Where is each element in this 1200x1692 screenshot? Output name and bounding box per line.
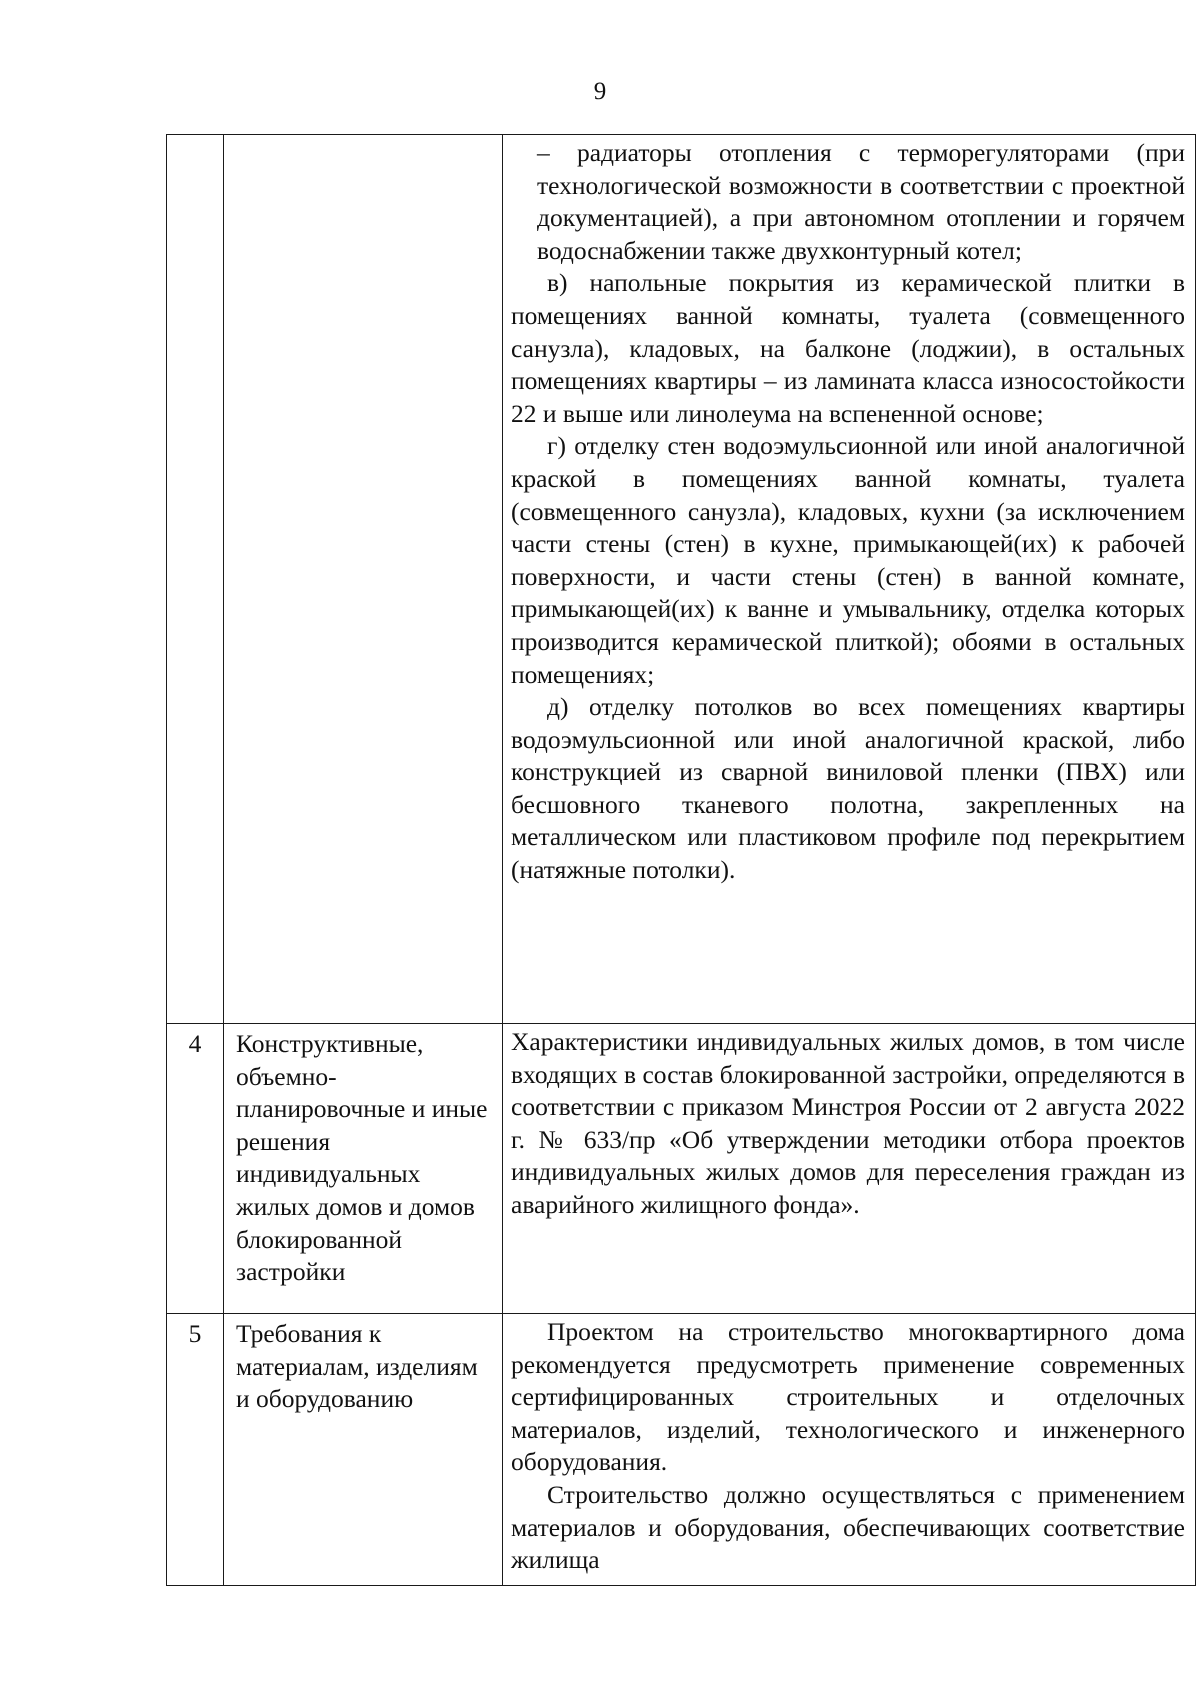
description-paragraph: Строительство должно осуществляться с применением материалов и оборудования, обеспечивающих соответствие жилища [511, 1479, 1185, 1575]
description-paragraph: д) отделку потолков во всех помещениях квартиры водоэмульсионной или иной аналогичной краской, либо конструкцией из сварной виниловой пленки (ПВХ) или бесшовного тканевого полотна, закрепленных на металлическом или пластиковом профиле под перекрытием (натяжные потолки). [511, 692, 1185, 885]
description-paragraph: – радиаторы отопления с терморегуляторами (при технологической возможности в соответствии с проектной документацией), а при автономном отоплении и горячем водоснабжении также двухконтурный котел; [537, 138, 1185, 265]
page-number: 9 [593, 78, 607, 105]
row-number-cell: 4 [167, 1024, 224, 1314]
table-row [167, 1024, 1196, 1314]
description-paragraph: Характеристики индивидуальных жилых домов, в том числе входящих в состав блокированной застройки, определяются в соответствии с приказом Минстроя России от 2 августа 2022 г. № 633/пр «Об утверждении методики отбора проектов индивидуальных жилых домов для переселения граждан из аварийного жилищного фонда». [511, 1027, 1185, 1219]
row-description-cell [503, 1024, 1196, 1314]
description-paragraph: г) отделку стен водоэмульсионной или иной аналогичной краской в помещениях ванной комнаты, туалета (совмещенного санузла), кладовых, кухни (за исключением части стены (стен) в кухне, примыкающей(их) к рабочей поверхности, и части стены (стен) в ванной комнате, примыкающей(их) к ванне и умывальнику, отделка которых производится керамической плиткой); обоями в остальных помещениях; [511, 431, 1185, 689]
description-paragraph: Проектом на строительство многоквартирного дома рекомендуется предусмотреть применение современных сертифицированных строительных и отделочных материалов, изделий, технологического и инженерного оборудования. [511, 1317, 1185, 1477]
row-name-cell: Конструктивные, объемно-планировочные и иные решения индивидуальных жилых домов и домов блокированной застройки [224, 1024, 503, 1314]
table-row [167, 1314, 1196, 1586]
row-name-cell: Требования к материалам, изделиям и оборудованию [224, 1314, 503, 1586]
row-number-cell: 5 [167, 1314, 224, 1586]
row-number-cell [167, 135, 224, 1024]
table-row [167, 135, 1196, 1024]
row-description-cell [503, 135, 1196, 1024]
row-description-cell [503, 1314, 1196, 1586]
description-paragraph: в) напольные покрытия из керамической плитки в помещениях ванной комнаты, туалета (совмещенного санузла), кладовых, на балконе (лоджии), в остальных помещениях квартиры – из ламината класса износостойкости 22 и выше или линолеума на вспененной основе; [511, 268, 1185, 428]
row-name-cell [224, 135, 503, 1024]
requirements-table [166, 134, 1196, 1586]
